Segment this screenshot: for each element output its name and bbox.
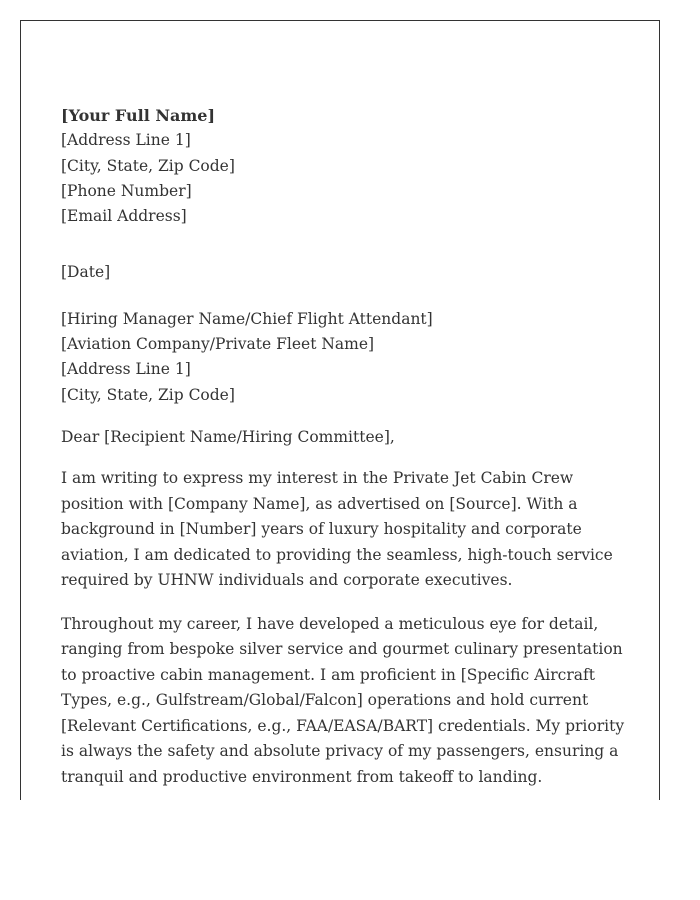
recipient-company: [Aviation Company/Private Fleet Name] — [61, 335, 375, 354]
sender-city-state-zip: [City, State, Zip Code] — [61, 156, 235, 175]
sender-block — [61, 103, 629, 229]
recipient-address-line1: [Address Line 1] — [61, 360, 191, 379]
letter-page — [20, 20, 660, 800]
salutation: Dear [Recipient Name/Hiring Committee], — [61, 427, 395, 446]
sender-phone: [Phone Number] — [61, 181, 192, 200]
sender-address-line1: [Address Line 1] — [61, 131, 191, 150]
body-paragraph-1: I am writing to express my interest in the Private Jet Cabin Crew position with [Company Name], as advertised on [Source]. With a background in [Number] years of luxury hospitality and corporate aviation, I am dedicated to providing the seamless, high-touch service required by UHNW individuals and corporate executives. — [61, 469, 613, 590]
recipient-name: [Hiring Manager Name/Chief Flight Attendant] — [61, 309, 433, 328]
letter-date: [Date] — [61, 263, 111, 282]
sender-email: [Email Address] — [61, 207, 187, 226]
letter-content — [61, 103, 629, 790]
body-paragraph-2: Throughout my career, I have developed a meticulous eye for detail, ranging from bespoke silver service and gourmet culinary presentation to proactive cabin management. I am proficient in [Specific Aircraft Types, e.g., Gulfstream/Global/Falcon] operations and hold current [Relevant Certifications, e.g., FAA/EASA/BART] credentials. My priority is always the safety and absolute privacy of my passengers, ensuring a tranquil and productive environment from takeoff to landing. — [61, 614, 625, 786]
recipient-block — [61, 307, 629, 408]
sender-name: [Your Full Name] — [61, 106, 216, 125]
recipient-city-state-zip: [City, State, Zip Code] — [61, 385, 235, 404]
